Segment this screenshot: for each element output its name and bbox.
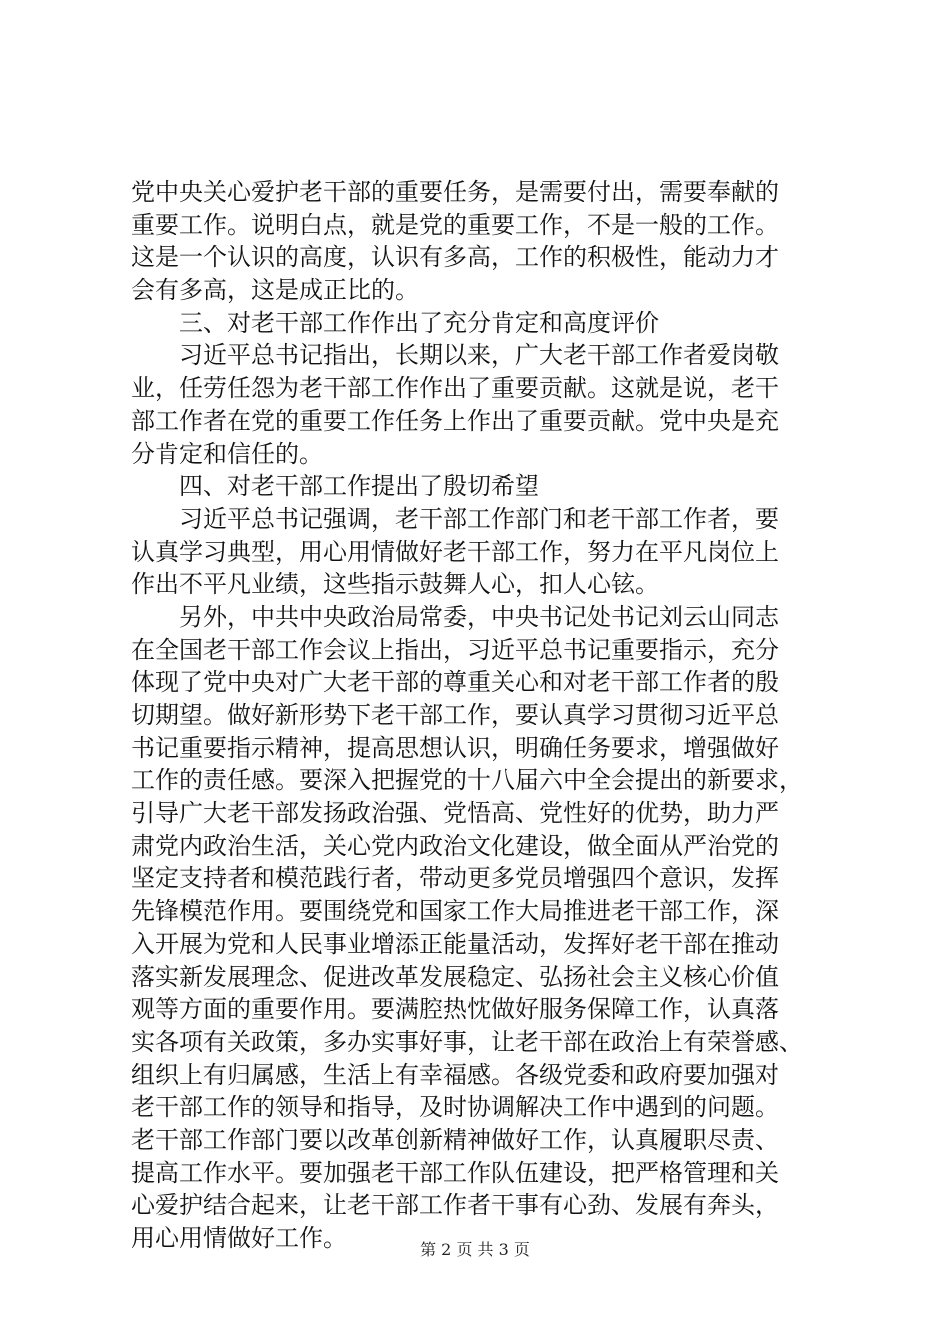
page-footer: 第 2 页 共 3 页 [420, 1240, 530, 1259]
text-line: 体现了党中央对广大老干部的尊重关心和对老干部工作者的殷 [131, 668, 779, 697]
text-line: 这是一个认识的高度，认识有多高，工作的积极性，能动力才 [131, 243, 779, 272]
text-line: 实各项有关政策，多办实事好事，让老干部在政治上有荣誉感、 [131, 1027, 803, 1056]
text-line: 观等方面的重要作用。要满腔热忱做好服务保障工作，认真落 [131, 995, 779, 1024]
text-line: 用心用情做好工作。 [131, 1224, 347, 1252]
text-line: 分肯定和信任的。 [131, 439, 323, 468]
text-line: 坚定支持者和模范践行者，带动更多党员增强四个意识，发挥 [131, 864, 779, 893]
text-line: 提高工作水平。要加强老干部工作队伍建设，把严格管理和关 [131, 1158, 779, 1187]
text-line: 老干部工作的领导和指导，及时协调解决工作中遇到的问题。 [131, 1093, 779, 1122]
text-line: 引导广大老干部发扬政治强、党悟高、党性好的优势，助力严 [131, 799, 779, 828]
text-line: 作出不平凡业绩，这些指示鼓舞人心，扣人心铉。 [131, 570, 659, 599]
text-line: 习近平总书记强调，老干部工作部门和老干部工作者，要 [179, 504, 779, 533]
text-line: 另外，中共中央政治局常委，中央书记处书记刘云山同志 [179, 602, 779, 631]
text-line: 党中央关心爱护老干部的重要任务，是需要付出，需要奉献的 [131, 178, 779, 206]
text-line: 组织上有归属感，生活上有幸福感。各级党委和政府要加强对 [131, 1060, 779, 1089]
text-line: 工作的责任感。要深入把握党的十八届六中全会提出的新要求， [131, 766, 803, 795]
text-line: 肃党内政治生活，关心党内政治文化建设，做全面从严治党的 [131, 831, 779, 860]
text-line: 心爱护结合起来，让老干部工作者干事有心劲、发展有奔头， [131, 1191, 779, 1220]
text-line: 老干部工作部门要以改革创新精神做好工作，认真履职尽责、 [131, 1125, 779, 1154]
text-line: 认真学习典型，用心用情做好老干部工作，努力在平凡岗位上 [131, 537, 779, 566]
text-line: 习近平总书记指出，长期以来，广大老干部工作者爱岗敬 [179, 341, 779, 370]
text-line: 在全国老干部工作会议上指出，习近平总书记重要指示，充分 [131, 635, 779, 664]
text-line: 先锋模范作用。要围绕党和国家工作大局推进老干部工作，深 [131, 897, 779, 926]
text-line: 会有多高，这是成正比的。 [131, 276, 419, 305]
text-line: 四、对老干部工作提出了殷切希望 [179, 472, 539, 501]
text-line: 书记重要指示精神，提高思想认识，明确任务要求，增强做好 [131, 733, 779, 762]
text-line: 入开展为党和人民事业增添正能量活动，发挥好老干部在推动 [131, 929, 779, 958]
text-line: 三、对老干部工作作出了充分肯定和高度评价 [179, 308, 659, 337]
document-body [131, 176, 829, 1255]
text-line: 部工作者在党的重要工作任务上作出了重要贡献。党中央是充 [131, 406, 779, 435]
text-line: 业，任劳任怨为老干部工作作出了重要贡献。这就是说，老干 [131, 374, 779, 403]
text-line: 落实新发展理念、促进改革发展稳定、弘扬社会主义核心价值 [131, 962, 779, 991]
text-line: 切期望。做好新形势下老干部工作，要认真学习贯彻习近平总 [131, 701, 779, 729]
text-line: 重要工作。说明白点，就是党的重要工作，不是一般的工作。 [131, 210, 779, 239]
